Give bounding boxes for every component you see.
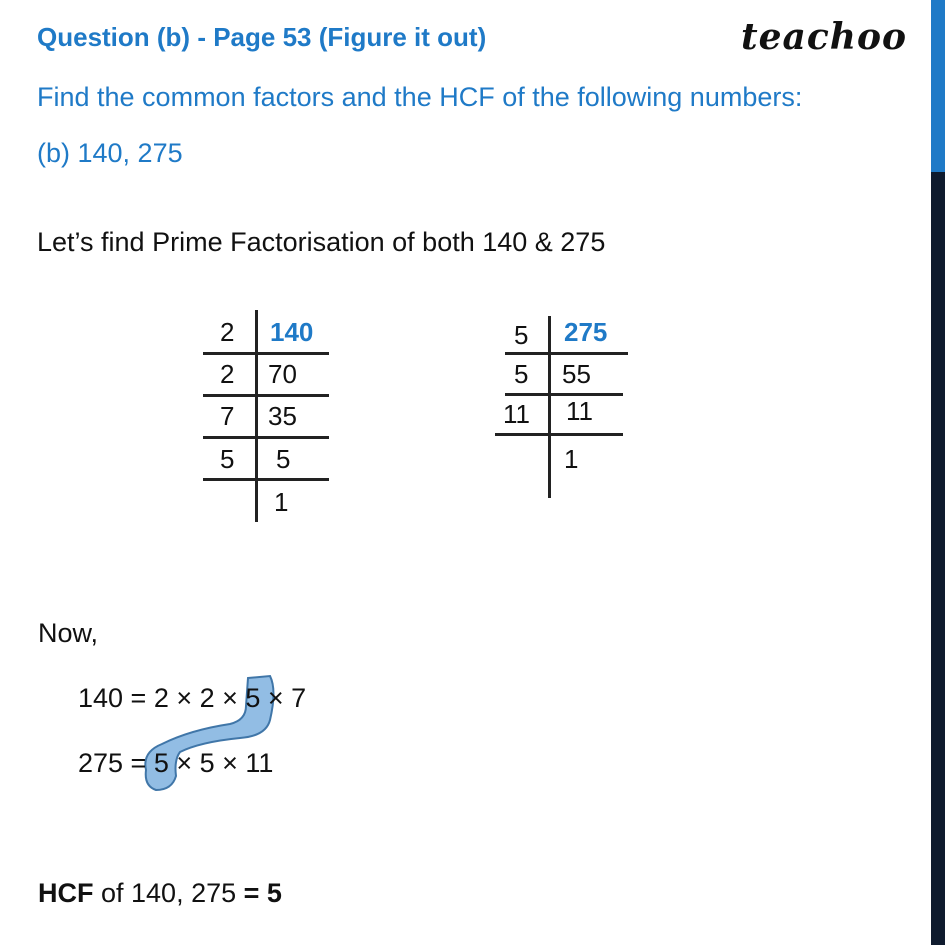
quotient-cell: 1 [274, 487, 289, 517]
quotient-cell: 11 [566, 396, 593, 426]
question-part: (b) 140, 275 [37, 138, 183, 168]
divisor-cell: 5 [514, 359, 529, 389]
dividend-cell: 140 [270, 317, 314, 347]
now-label: Now, [38, 618, 99, 648]
factorisation-275: 275 = 5 × 5 × 11 [78, 748, 274, 778]
divisor-cell: 5 [514, 320, 529, 350]
divisor-cell: 11 [503, 399, 530, 429]
hcf-answer [38, 878, 282, 909]
divisor-cell: 7 [220, 401, 235, 431]
question-heading: Question (b) - Page 53 (Figure it out) [37, 22, 487, 52]
teachoo-logo: teachoo [741, 16, 907, 58]
question-text: Find the common factors and the HCF of the following numbers: [37, 82, 803, 112]
divisor-cell: 5 [220, 444, 235, 474]
quotient-cell: 5 [276, 444, 291, 474]
quotient-cell: 55 [562, 359, 591, 389]
quotient-cell: 70 [268, 359, 297, 389]
hcf-label-rest: of 140, 275 [93, 878, 244, 908]
divisor-cell: 2 [220, 359, 235, 389]
quotient-cell: 1 [564, 444, 579, 474]
divisor-cell: 2 [220, 317, 235, 347]
dividend-cell: 275 [564, 317, 608, 347]
intro-text: Let’s find Prime Factorisation of both 140 & 275 [37, 227, 606, 257]
hcf-value: = 5 [243, 878, 282, 908]
hcf-label: HCF [38, 878, 94, 908]
quotient-cell: 35 [268, 401, 297, 431]
factorisation-140: 140 = 2 × 2 × 5 × 7 [78, 683, 307, 713]
